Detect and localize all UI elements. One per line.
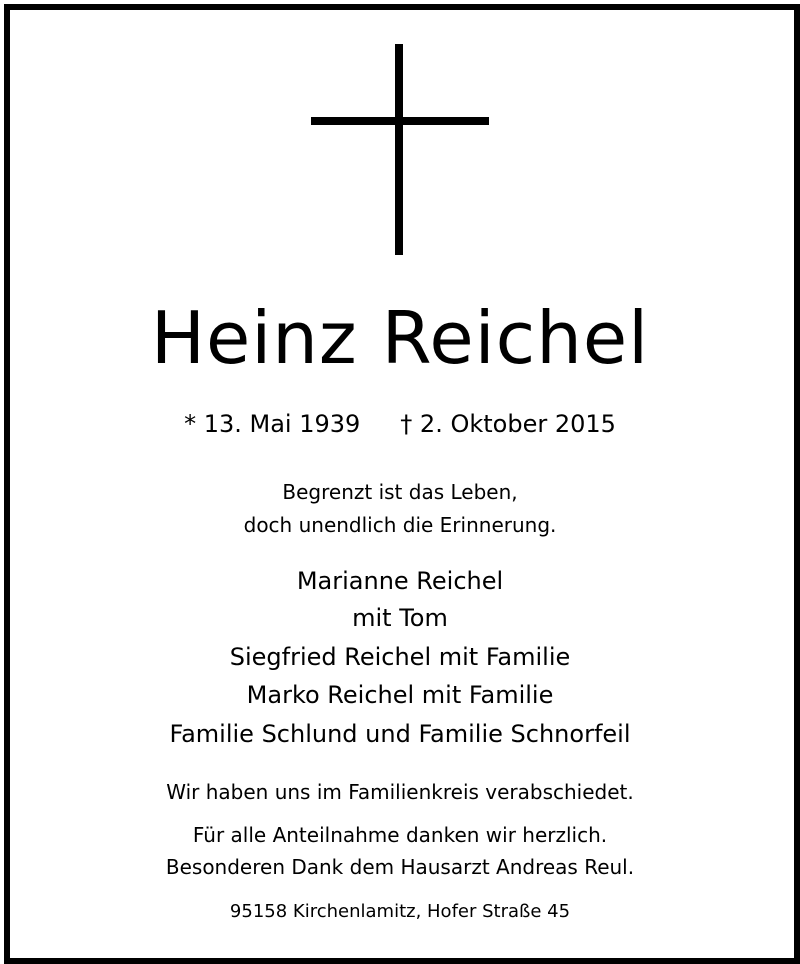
farewell-note: Wir haben uns im Familienkreis verabschiedet. xyxy=(166,780,634,804)
mourner-line: mit Tom xyxy=(352,604,448,632)
life-dates xyxy=(0,408,800,440)
poem-line: Begrenzt ist das Leben, xyxy=(282,480,518,504)
deceased-name: Heinz Reichel xyxy=(150,296,650,380)
mourner-line: Marianne Reichel xyxy=(296,567,504,595)
mourner-line: Marko Reichel mit Familie xyxy=(246,681,554,709)
address: 95158 Kirchenlamitz, Hofer Straße 45 xyxy=(229,901,571,922)
poem-line: doch unendlich die Erinnerung. xyxy=(243,513,557,537)
death-date: † 2. Oktober 2015 xyxy=(400,410,616,438)
mourner-line: Familie Schlund und Familie Schnorfeil xyxy=(169,720,631,748)
mourner-line: Siegfried Reichel mit Familie xyxy=(229,643,571,671)
birth-date: * 13. Mai 1939 xyxy=(184,410,361,438)
cross-vertical-bar xyxy=(395,44,403,255)
thanks-line: Besonderen Dank dem Hausarzt Andreas Reul. xyxy=(165,855,635,879)
cross-horizontal-bar xyxy=(311,117,489,125)
thanks-line: Für alle Anteilnahme danken wir herzlich. xyxy=(192,823,608,847)
